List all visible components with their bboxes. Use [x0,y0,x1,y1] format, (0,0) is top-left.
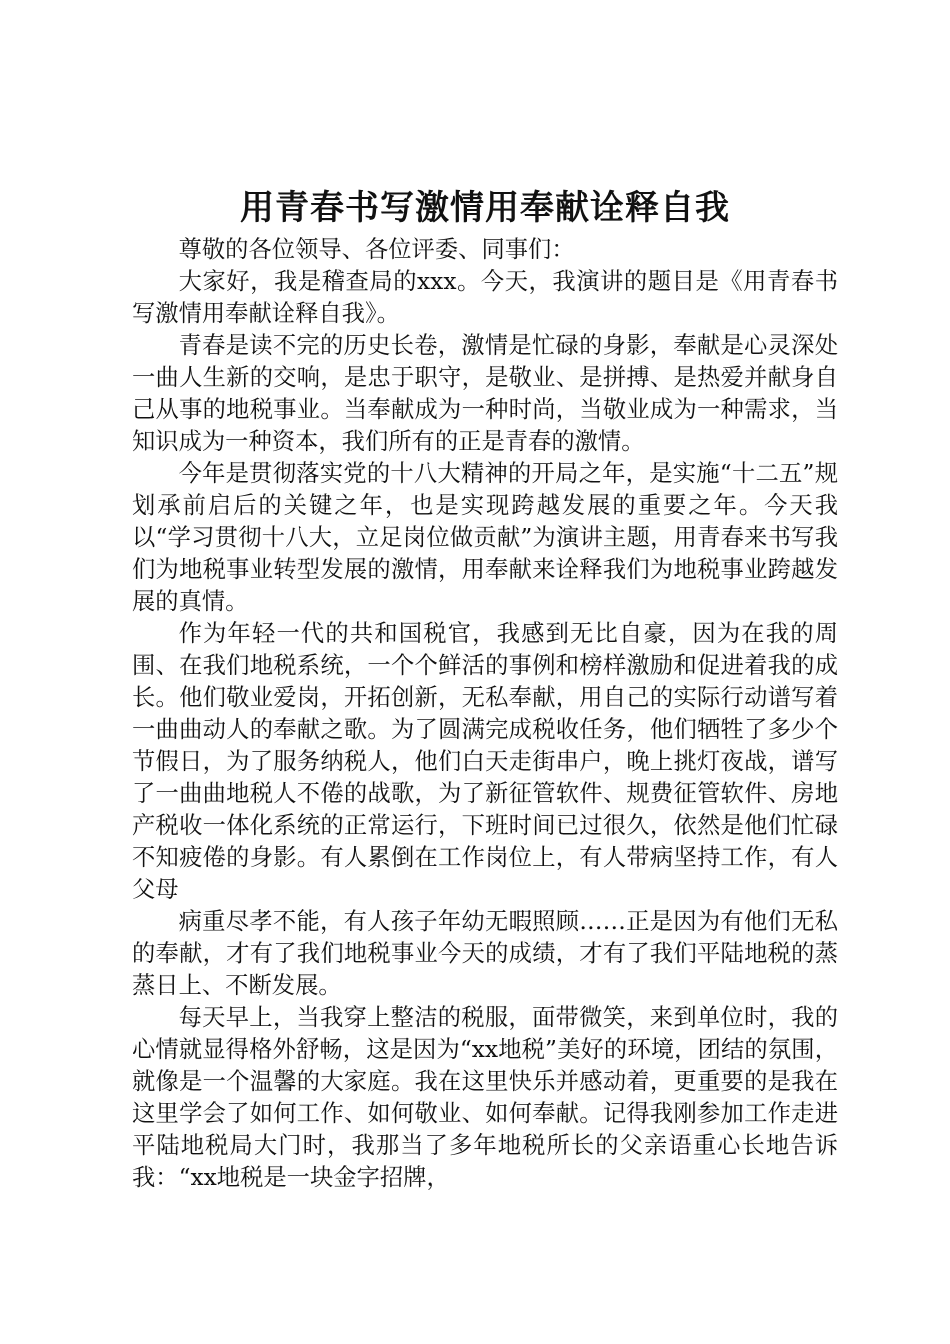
paragraph-every-morning: 每天早上，当我穿上整洁的税服，面带微笑，来到单位时，我的心情就显得格外舒畅，这是因为“xx地税”美好的环境，团结的氛围，就像是一个温馨的大家庭。我在这里快乐并感动着，更重要的是我在这里学会了如何工作、如何敬业、如何奉献。记得我刚参加工作走进平陆地税局大门时，我那当了多年地税所长的父亲语重心长地告诉我：“xx地税是一块金字招牌， [132,1004,838,1191]
paragraph-greeting: 大家好，我是稽查局的xxx。今天，我演讲的题目是《用青春书写激情用奉献诠释自我》。 [132,268,838,327]
paragraph-this-year: 今年是贯彻落实党的十八大精神的开局之年，是实施“十二五”规划承前启后的关键之年，也是实现跨越发展的重要之年。今天我以“学习贯彻十八大，立足岗位做贡献”为演讲主题，用青春来书写我们为地税事业转型发展的激情，用奉献来诠释我们为地税事业跨越发展的真情。 [132,460,838,615]
paragraph-youth: 青春是读不完的历史长卷，激情是忙碌的身影，奉献是心灵深处一曲人生新的交响，是忠于职守，是敬业、是拼搏、是热爱并献身自己从事的地税事业。当奉献成为一种时尚，当敬业成为一种需求，当知识成为一种资本，我们所有的正是青春的激情。 [132,332,838,455]
document-title: 用青春书写激情用奉献诠释自我 [240,188,730,228]
paragraph-dedication: 病重尽孝不能，有人孩子年幼无暇照顾……正是因为有他们无私的奉献，才有了我们地税事业今天的成绩，才有了我们平陆地税的蒸蒸日上、不断发展。 [132,908,838,999]
document-body [132,234,838,1194]
paragraph-tax-officer: 作为年轻一代的共和国税官，我感到无比自豪，因为在我的周围、在我们地税系统，一个个鲜活的事例和榜样激励和促进着我的成长。他们敬业爱岗，开拓创新，无私奉献，用自己的实际行动谱写着一曲曲动人的奉献之歌。为了圆满完成税收任务，他们牺牲了多少个节假日，为了服务纳税人，他们白天走街串户，晚上挑灯夜战，谱写了一曲曲地税人不倦的战歌，为了新征管软件、规费征管软件、房地产税收一体化系统的正常运行，下班时间已过很久，依然是他们忙碌不知疲倦的身影。有人累倒在工作岗位上，有人带病坚持工作，有人父母 [132,620,838,903]
paragraph-salutation: 尊敬的各位领导、各位评委、同事们： [178,236,575,263]
